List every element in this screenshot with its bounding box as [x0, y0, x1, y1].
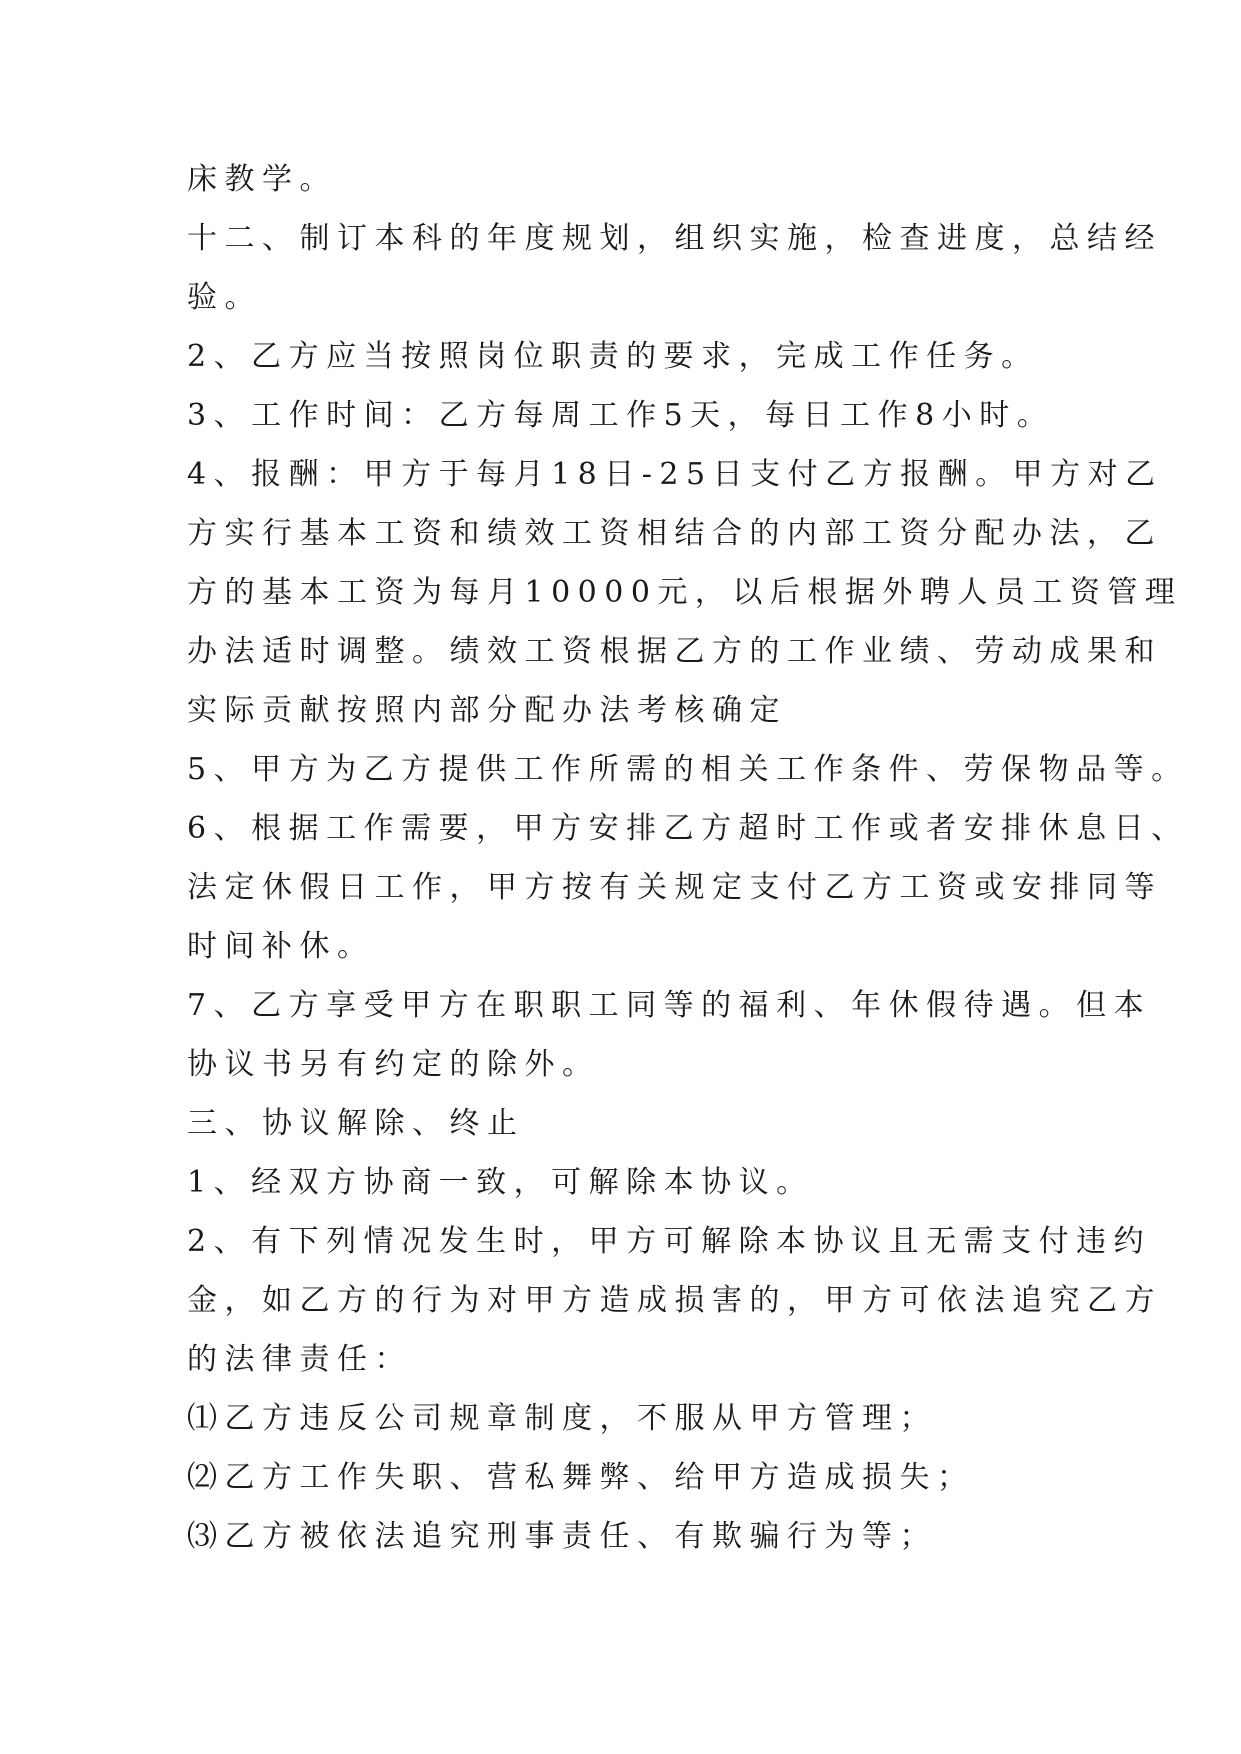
text-line: 方的基本工资为每月10000元，以后根据外聘人员工资管理: [187, 575, 1183, 610]
section-heading: 三、协议解除、终止: [187, 1106, 525, 1141]
text-line: 十二、制订本科的年度规划，组织实施，检查进度，总结经: [187, 221, 1162, 256]
text-line: 方实行基本工资和绩效工资相结合的内部工资分配办法，乙: [187, 516, 1162, 551]
text-line: 实际贡献按照内部分配办法考核确定: [187, 693, 787, 728]
text-line: 6、根据工作需要，甲方安排乙方超时工作或者安排休息日、: [187, 811, 1189, 846]
text-line: 的法律责任：: [187, 1342, 412, 1377]
text-line: 3、工作时间：乙方每周工作5天，每日工作8小时。: [187, 398, 1055, 433]
text-line: 1、经双方协商一致，可解除本协议。: [187, 1165, 814, 1200]
text-line: 验。: [187, 280, 262, 315]
text-line: 时间补休。: [187, 929, 375, 964]
text-line: 4、报酬：甲方于每月18日-25日支付乙方报酬。甲方对乙: [187, 457, 1163, 492]
text-line: 5、甲方为乙方提供工作所需的相关工作条件、劳保物品等。: [187, 752, 1189, 787]
text-line: 协议书另有约定的除外。: [187, 1047, 600, 1082]
list-item: ⑶乙方被依法追究刑事责任、有欺骗行为等；: [187, 1519, 937, 1554]
text-line: 办法适时调整。绩效工资根据乙方的工作业绩、劳动成果和: [187, 634, 1162, 669]
text-line: 法定休假日工作，甲方按有关规定支付乙方工资或安排同等: [187, 870, 1162, 905]
document-body: [187, 150, 1189, 1566]
text-line: 金，如乙方的行为对甲方造成损害的，甲方可依法追究乙方: [187, 1283, 1162, 1318]
text-line: 2、有下列情况发生时，甲方可解除本协议且无需支付违约: [187, 1224, 1152, 1259]
list-item: ⑵乙方工作失职、营私舞弊、给甲方造成损失；: [187, 1460, 975, 1495]
text-line: 2、乙方应当按照岗位职责的要求，完成工作任务。: [187, 339, 1039, 374]
text-line: 7、乙方享受甲方在职职工同等的福利、年休假待遇。但本: [187, 988, 1152, 1023]
text-line: 床教学。: [187, 162, 337, 197]
list-item: ⑴乙方违反公司规章制度，不服从甲方管理；: [187, 1401, 937, 1436]
